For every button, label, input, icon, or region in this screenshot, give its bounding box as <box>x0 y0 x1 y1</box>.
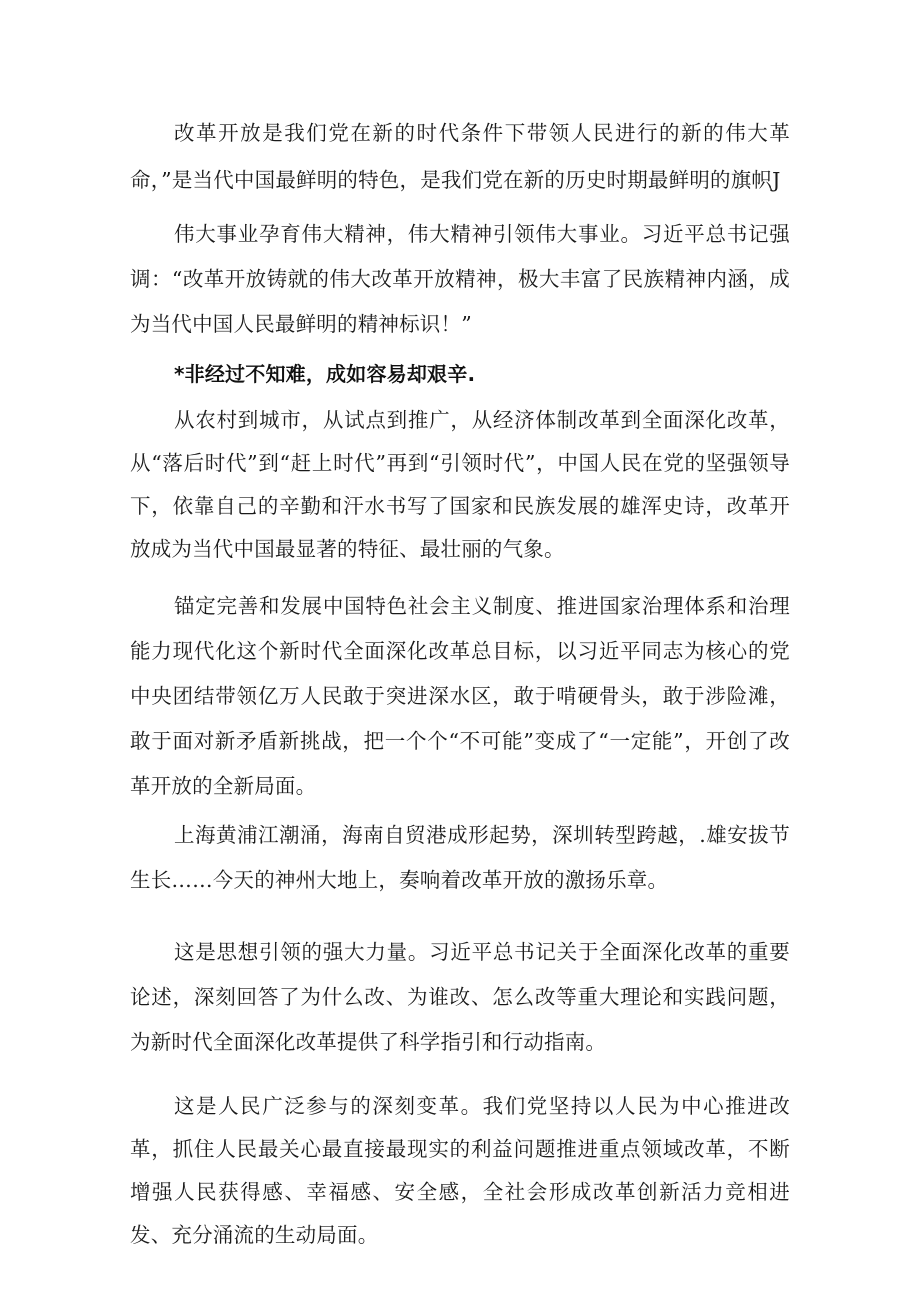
paragraph-thought-guidance: 这是思想引领的强大力量。习近平总书记关于全面深化改革的重要论述，深刻回答了为什么改、为谁改、怎么改等重大理论和实践问题，为新时代全面深化改革提供了科学指引和行动指南。 <box>130 940 790 1054</box>
paragraph-people-participation: 这是人民广泛参与的深刻变革。我们党坚持以人民为中心推进改革，抓住人民最关心最直接最现实的利益问题推进重点领域改革，不断增强人民获得感、幸福感、安全感，全社会形成改革创新活力竞相进发、充分涌流的生动局面。 <box>130 1094 790 1247</box>
paragraph-deepening-reform-goal: 锚定完善和发展中国特色社会主义制度、推进国家治理体系和治理能力现代化这个新时代全面深化改革总目标，以习近平同志为核心的党中央团结带领亿万人民敢于突进深水区，敢于啃硬骨头，敢于涉险滩，敢于面对新矛盾新挑战，把一个个“不可能”变成了“一定能”，开创了改革开放的全新局面。 <box>130 594 790 798</box>
paragraph-rural-to-urban: 从农村到城市，从试点到推广，从经济体制改革到全面深化改革，从“落后时代”到“赶上时代”再到“引领时代”，中国人民在党的坚强领导下，依靠自己的辛勤和汗水书写了国家和民族发展的雄浑史诗，改革开放成为当代中国最显著的特征、最壮丽的气象。 <box>130 408 790 561</box>
section-subheading: *非经过不知难，成如容易却艰辛. <box>174 362 476 386</box>
paragraph-regional-development: 上海黄浦江潮涌，海南自贸港成形起势，深圳转型跨越，.雄安拔节生长……今天的神州大地上，奏响着改革开放的激扬乐章。 <box>130 823 790 892</box>
paragraph-great-spirit: 伟大事业孕育伟大精神，伟大精神引领伟大事业。习近平总书记强调：“改革开放铸就的伟大改革开放精神，极大丰富了民族精神内涵，成为当代中国人民最鲜明的精神标识！” <box>130 222 790 336</box>
paragraph-reform-revolution: 改革开放是我们党在新的时代条件下带领人民进行的新的伟大革命，”是当代中国最鲜明的特色，是我们党在新的历史时期最鲜明的旗帜J <box>130 121 790 192</box>
